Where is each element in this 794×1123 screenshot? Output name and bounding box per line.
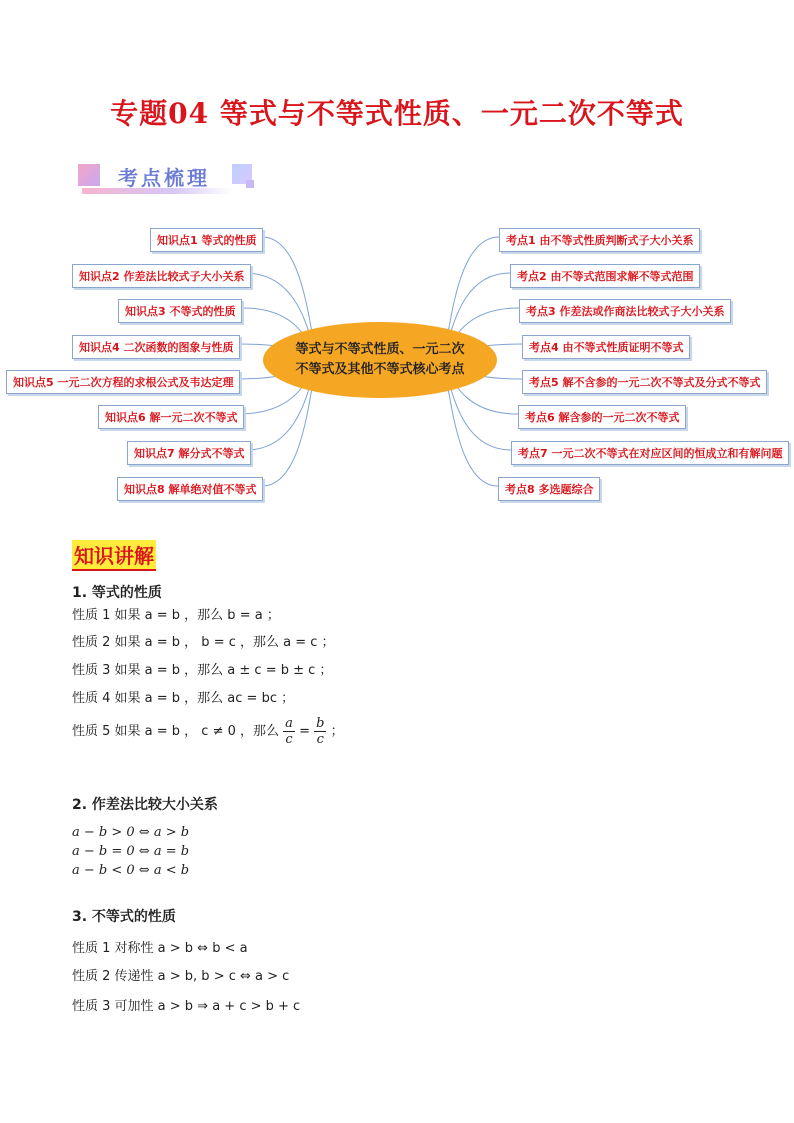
property-line: 性质 2 如果 a = b ， b = c ，那么 a = c ； (72, 635, 335, 650)
denominator: c (285, 732, 293, 747)
property-line: 性质 3 如果 a = b ，那么 a ± c = b ± c ； (72, 663, 333, 678)
mind-map (0, 215, 794, 505)
left-node: 知识点1 等式的性质 (150, 228, 263, 252)
property-line: 性质 1 如果 a = b ，那么 b = a ； (72, 608, 280, 623)
fraction (283, 716, 295, 747)
left-node: 知识点7 解分式不等式 (127, 441, 251, 465)
banner-label: 考点梳理 (118, 166, 210, 190)
section-2-title: 2. 作差法比较大小关系 (72, 797, 218, 813)
comparison-line: a − b > 0 ⇔ a > b (72, 825, 190, 840)
numerator: a (285, 716, 293, 731)
section-heading: 知识讲解 (72, 540, 156, 571)
right-node: 考点2 由不等式范围求解不等式范围 (510, 264, 700, 288)
inequality-property: 性质 2 传递性 a > b, b > c ⇔ a > c (72, 969, 290, 984)
banner-decoration (78, 164, 100, 186)
punctuation: ； (330, 724, 344, 739)
property-5-text: 性质 5 如果 a = b ， c ≠ 0 ，那么 (72, 724, 284, 739)
right-node: 考点8 多选题综合 (498, 477, 600, 501)
banner-decoration (246, 180, 254, 188)
right-node: 考点3 作差法或作商法比较式子大小关系 (519, 299, 731, 323)
left-node: 知识点4 二次函数的图象与性质 (72, 335, 240, 359)
section-1-title: 1. 等式的性质 (72, 585, 162, 601)
mind-map-center (263, 322, 497, 398)
left-node: 知识点3 不等式的性质 (118, 299, 242, 323)
left-node: 知识点8 解单绝对值不等式 (117, 477, 263, 501)
equals-sign: = (299, 724, 315, 739)
comparison-line: a − b < 0 ⇔ a < b (72, 863, 190, 878)
center-line-2: 不等式及其他不等式核心考点 (295, 362, 465, 377)
denominator: c (316, 732, 324, 747)
inequality-property: 性质 3 可加性 a > b ⇒ a + c > b + c (72, 999, 301, 1014)
property-line (72, 716, 344, 747)
right-node: 考点1 由不等式性质判断式子大小关系 (499, 228, 700, 252)
center-line-1: 等式与不等式性质、一元二次 (295, 342, 465, 357)
left-node: 知识点2 作差法比较式子大小关系 (72, 264, 251, 288)
right-node: 考点6 解含参的一元二次不等式 (518, 405, 686, 429)
comparison-line: a − b = 0 ⇔ a = b (72, 844, 190, 859)
right-node: 考点4 由不等式性质证明不等式 (522, 335, 690, 359)
right-node: 考点5 解不含参的一元二次不等式及分式不等式 (522, 370, 767, 394)
property-line: 性质 4 如果 a = b ，那么 ac = bc ； (72, 691, 295, 706)
numerator: b (316, 716, 325, 731)
section-banner (78, 162, 258, 196)
inequality-property: 性质 1 对称性 a > b ⇔ b < a (72, 941, 248, 956)
section-3-title: 3. 不等式的性质 (72, 909, 176, 925)
right-node: 考点7 一元二次不等式在对应区间的恒成立和有解问题 (511, 441, 789, 465)
left-node: 知识点6 解一元二次不等式 (98, 405, 244, 429)
left-node: 知识点5 一元二次方程的求根公式及韦达定理 (6, 370, 240, 394)
page-title: 专题04 等式与不等式性质、一元二次不等式 (110, 97, 684, 130)
fraction (314, 716, 326, 747)
